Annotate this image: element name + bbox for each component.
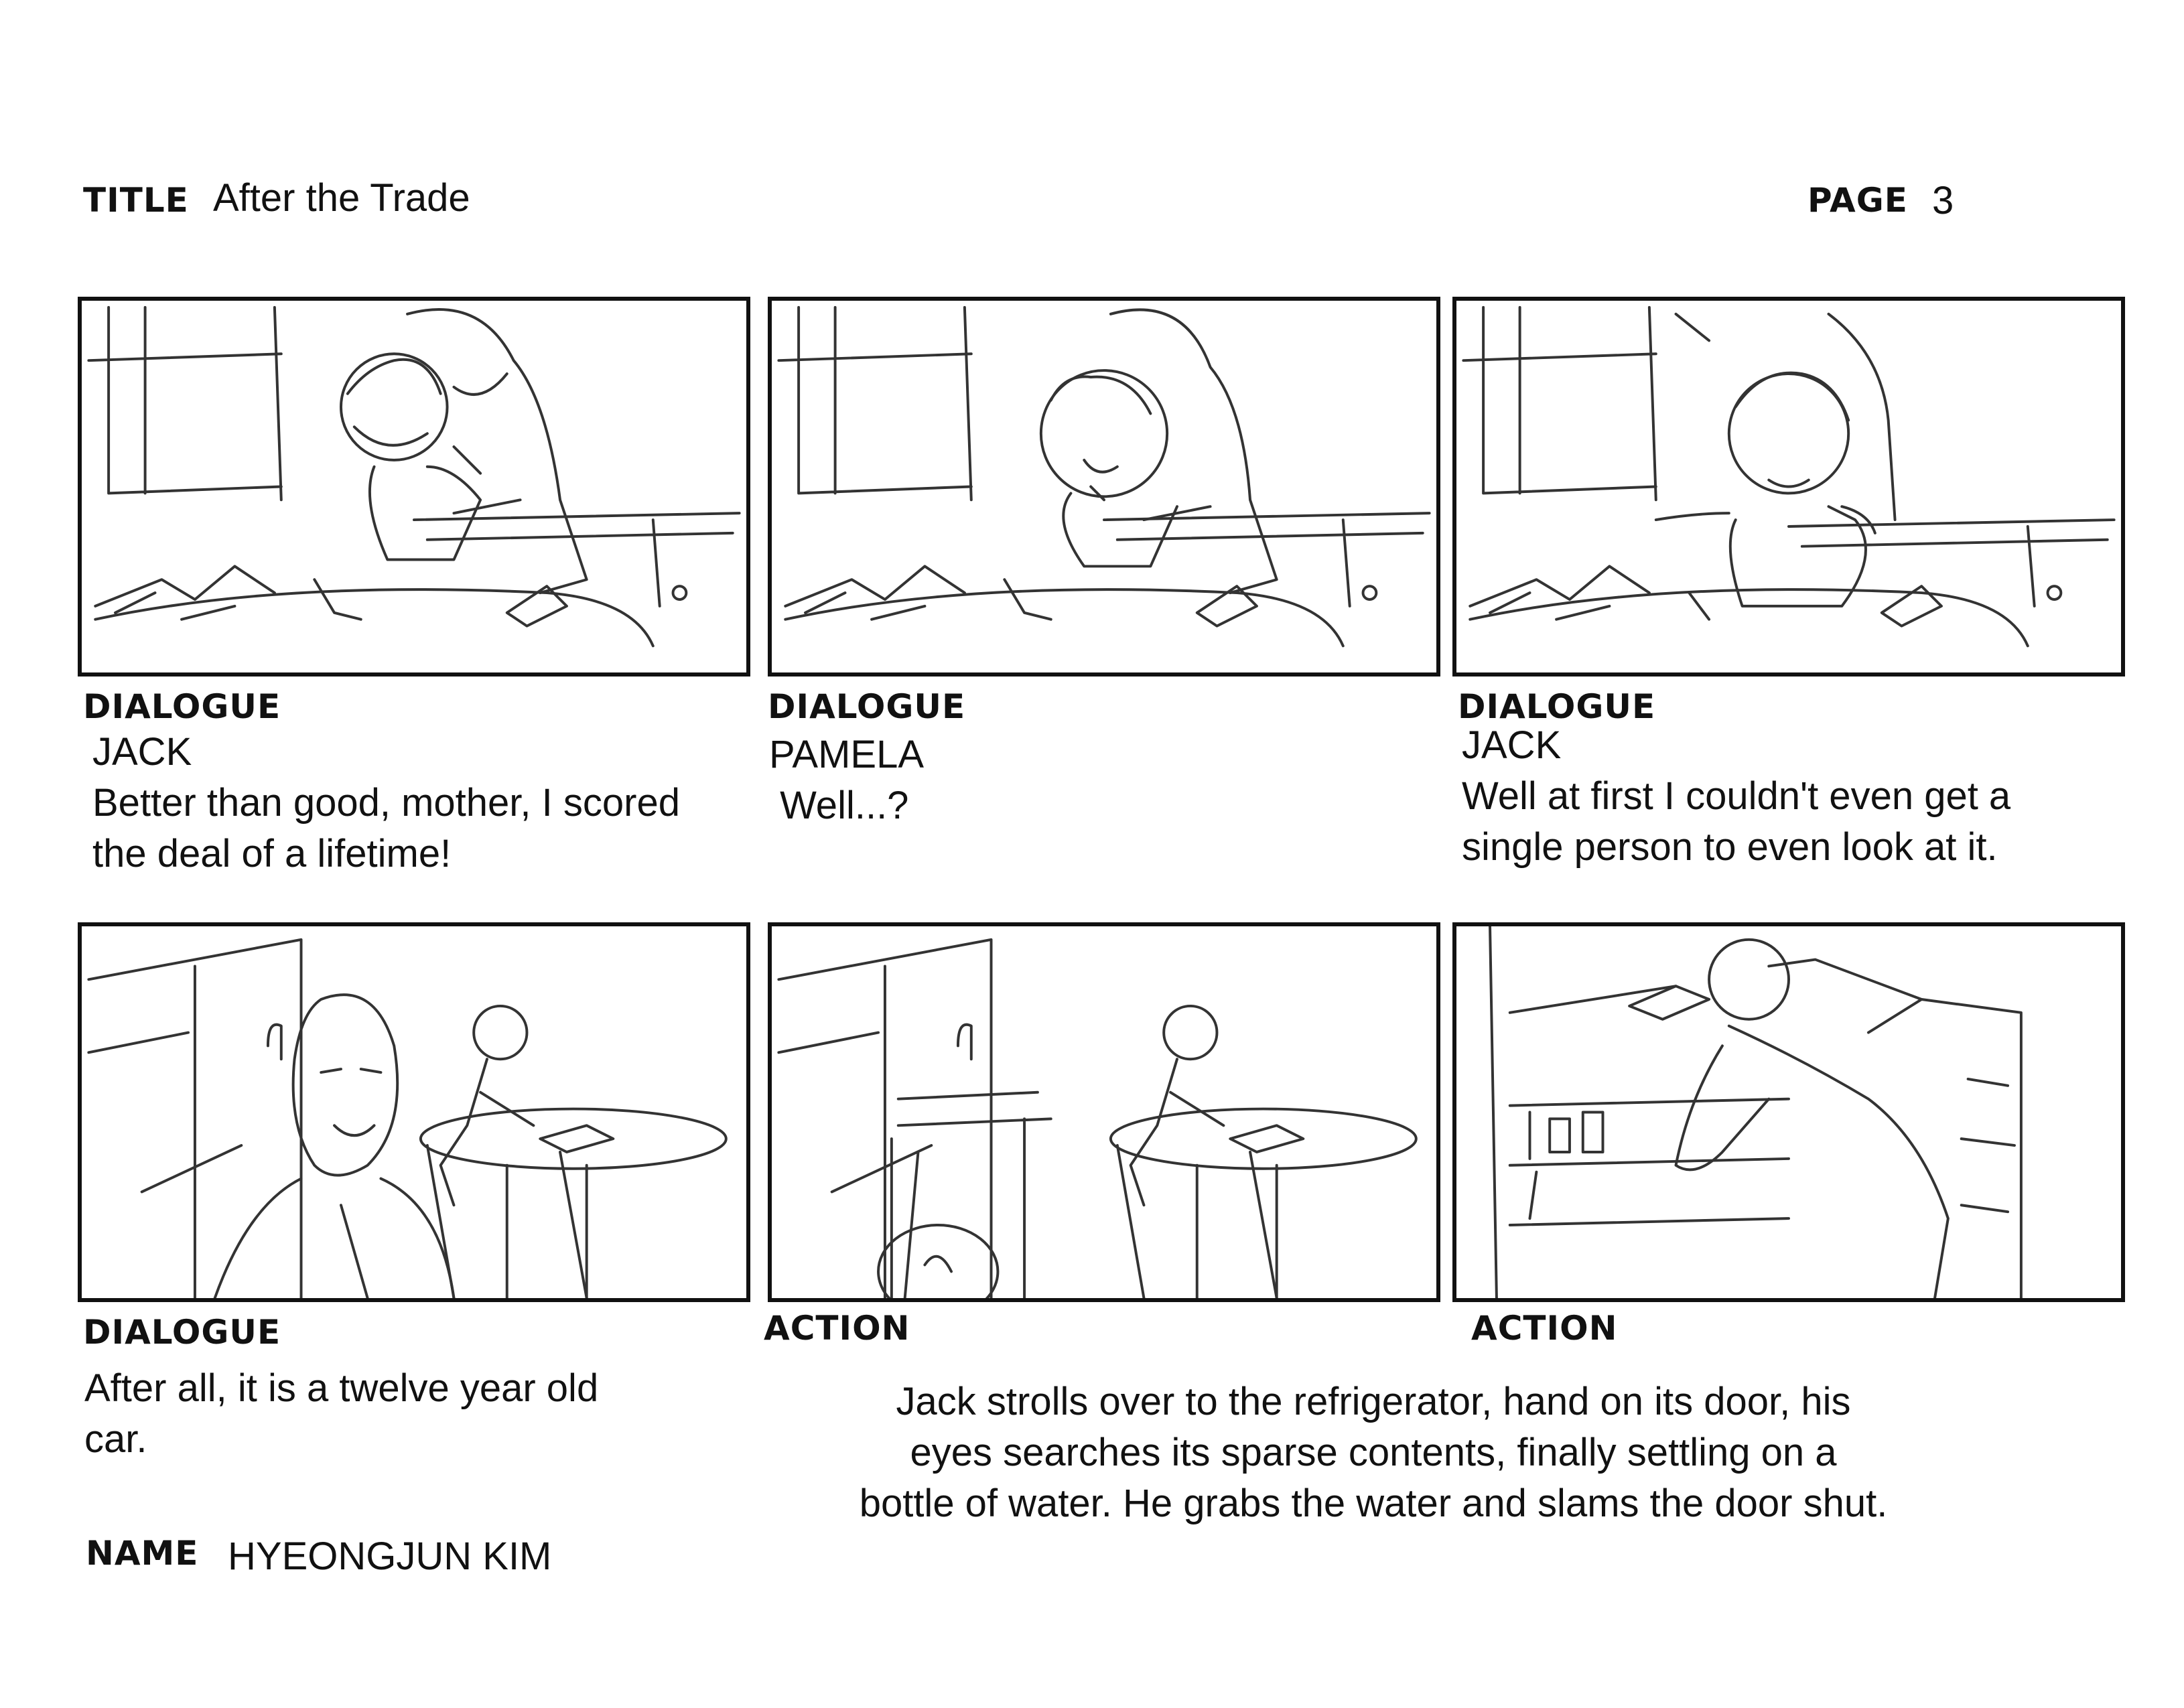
panel-2-label: DIALOGUE	[768, 687, 966, 726]
name-label: NAME	[86, 1534, 199, 1573]
panel-3-line-2: single person to even look at it.	[1462, 825, 1998, 869]
panel-1-line-2: the deal of a lifetime!	[92, 832, 452, 875]
panel-6-sketch	[1456, 926, 2121, 1298]
panel-3-sketch	[1456, 301, 2121, 672]
storyboard-panel-1	[78, 297, 750, 677]
panel-2-sketch	[772, 301, 1436, 672]
panel-1-sketch	[82, 301, 746, 672]
title-label: TITLE	[83, 181, 189, 220]
page-number: 3	[1932, 179, 1954, 222]
storyboard-panel-2	[768, 297, 1440, 677]
panel-5-label: ACTION	[764, 1309, 910, 1348]
panel-3-speaker: JACK	[1462, 723, 1562, 767]
panel-4-sketch	[82, 926, 746, 1298]
panel-3-line-1: Well at first I couldn't even get a	[1462, 774, 2011, 818]
storyboard-panel-6	[1452, 922, 2125, 1302]
panel-1-label: DIALOGUE	[83, 687, 281, 726]
panel-1-line-1: Better than good, mother, I scored	[92, 781, 680, 825]
storyboard-panel-5	[768, 922, 1440, 1302]
storyboard-panel-4	[78, 922, 750, 1302]
panel-6-label: ACTION	[1471, 1309, 1618, 1348]
title-value: After the Trade	[213, 176, 470, 220]
panel-2-line-1: Well...?	[769, 784, 909, 827]
panel-4-line-2: car.	[84, 1417, 147, 1461]
author-name: HYEONGJUN KIM	[228, 1535, 552, 1578]
action-line-1: Jack strolls over to the refrigerator, hand on its door, his	[896, 1380, 1851, 1423]
panel-2-speaker: PAMELA	[769, 733, 925, 776]
panel-3-label: DIALOGUE	[1458, 687, 1656, 726]
action-line-3: bottle of water. He grabs the water and slams the door shut.	[859, 1482, 1888, 1525]
page-label: PAGE	[1807, 181, 1908, 220]
panel-4-label: DIALOGUE	[83, 1313, 281, 1352]
storyboard-panel-3	[1452, 297, 2125, 677]
action-line-2: eyes searches its sparse contents, finally settling on a	[910, 1431, 1837, 1474]
panel-1-speaker: JACK	[92, 730, 192, 774]
panel-5-sketch	[772, 926, 1436, 1298]
panel-4-line-1: After all, it is a twelve year old	[84, 1366, 599, 1410]
